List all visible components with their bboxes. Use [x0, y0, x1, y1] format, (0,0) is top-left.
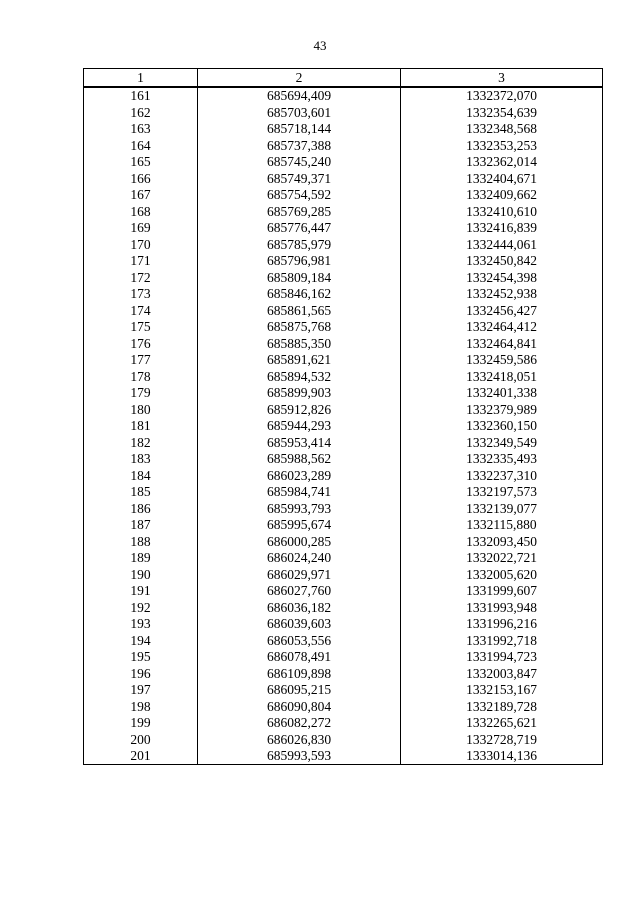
point-number-cell: 163: [84, 121, 198, 138]
table-row: [84, 269, 603, 286]
y-coordinate-cell: 1332450,842: [401, 253, 603, 270]
y-coordinate-cell: 1332265,621: [401, 715, 603, 732]
table-row: [84, 302, 603, 319]
x-coordinate-cell: 685891,621: [198, 352, 401, 369]
y-coordinate-cell: 1332464,841: [401, 335, 603, 352]
table-row: [84, 451, 603, 468]
y-coordinate-cell: 1332115,880: [401, 517, 603, 534]
table-row: [84, 137, 603, 154]
point-number-cell: 173: [84, 286, 198, 303]
y-coordinate-cell: 1332454,398: [401, 269, 603, 286]
table-row: [84, 286, 603, 303]
point-number-cell: 178: [84, 368, 198, 385]
x-coordinate-cell: 685988,562: [198, 451, 401, 468]
table-row: [84, 616, 603, 633]
x-coordinate-cell: 686024,240: [198, 550, 401, 567]
x-coordinate-cell: 685776,447: [198, 220, 401, 237]
point-number-cell: 177: [84, 352, 198, 369]
point-number-cell: 161: [84, 87, 198, 105]
y-coordinate-cell: 1332464,412: [401, 319, 603, 336]
table-row: [84, 500, 603, 517]
y-coordinate-cell: 1331992,718: [401, 632, 603, 649]
x-coordinate-cell: 686078,491: [198, 649, 401, 666]
point-number-cell: 196: [84, 665, 198, 682]
x-coordinate-cell: 685861,565: [198, 302, 401, 319]
point-number-cell: 166: [84, 170, 198, 187]
y-coordinate-cell: 1332459,586: [401, 352, 603, 369]
x-coordinate-cell: 685703,601: [198, 104, 401, 121]
point-number-cell: 182: [84, 434, 198, 451]
y-coordinate-cell: 1332372,070: [401, 87, 603, 105]
table-row: [84, 253, 603, 270]
table-row: [84, 599, 603, 616]
y-coordinate-cell: 1332418,051: [401, 368, 603, 385]
y-coordinate-cell: 1332379,989: [401, 401, 603, 418]
point-number-cell: 200: [84, 731, 198, 748]
table-row: [84, 632, 603, 649]
table-row: [84, 385, 603, 402]
point-number-cell: 165: [84, 154, 198, 171]
point-number-cell: 198: [84, 698, 198, 715]
table-row: [84, 401, 603, 418]
point-number-cell: 179: [84, 385, 198, 402]
table-row: [84, 352, 603, 369]
point-number-cell: 176: [84, 335, 198, 352]
table-row: [84, 104, 603, 121]
table-row: [84, 170, 603, 187]
point-number-cell: 193: [84, 616, 198, 633]
table-row: [84, 731, 603, 748]
x-coordinate-cell: 685809,184: [198, 269, 401, 286]
point-number-cell: 192: [84, 599, 198, 616]
point-number-cell: 181: [84, 418, 198, 435]
x-coordinate-cell: 685912,826: [198, 401, 401, 418]
y-coordinate-cell: 1332353,253: [401, 137, 603, 154]
x-coordinate-cell: 685769,285: [198, 203, 401, 220]
table-row: [84, 203, 603, 220]
y-coordinate-cell: 1332197,573: [401, 484, 603, 501]
y-coordinate-cell: 1331996,216: [401, 616, 603, 633]
table-row: [84, 748, 603, 765]
point-number-cell: 167: [84, 187, 198, 204]
y-coordinate-cell: 1332404,671: [401, 170, 603, 187]
table-header-row: [84, 69, 603, 87]
y-coordinate-cell: 1332349,549: [401, 434, 603, 451]
x-coordinate-cell: 685984,741: [198, 484, 401, 501]
y-coordinate-cell: 1333014,136: [401, 748, 603, 765]
table-row: [84, 187, 603, 204]
y-coordinate-cell: 1332452,938: [401, 286, 603, 303]
table-body: [84, 87, 603, 765]
x-coordinate-cell: 685796,981: [198, 253, 401, 270]
table-row: [84, 467, 603, 484]
table-row: [84, 583, 603, 600]
y-coordinate-cell: 1332093,450: [401, 533, 603, 550]
x-coordinate-cell: 685885,350: [198, 335, 401, 352]
y-coordinate-cell: 1332189,728: [401, 698, 603, 715]
y-coordinate-cell: 1332003,847: [401, 665, 603, 682]
point-number-cell: 189: [84, 550, 198, 567]
point-number-cell: 170: [84, 236, 198, 253]
x-coordinate-cell: 685993,593: [198, 748, 401, 765]
y-coordinate-cell: 1332362,014: [401, 154, 603, 171]
x-coordinate-cell: 686090,804: [198, 698, 401, 715]
point-number-cell: 162: [84, 104, 198, 121]
x-coordinate-cell: 685894,532: [198, 368, 401, 385]
point-number-cell: 201: [84, 748, 198, 765]
table-row: [84, 87, 603, 105]
point-number-cell: 199: [84, 715, 198, 732]
table-row: [84, 517, 603, 534]
x-coordinate-cell: 686053,556: [198, 632, 401, 649]
table-row: [84, 418, 603, 435]
point-number-cell: 190: [84, 566, 198, 583]
y-coordinate-cell: 1331993,948: [401, 599, 603, 616]
y-coordinate-cell: 1332444,061: [401, 236, 603, 253]
table-row: [84, 665, 603, 682]
x-coordinate-cell: 685754,592: [198, 187, 401, 204]
point-number-cell: 197: [84, 682, 198, 699]
y-coordinate-cell: 1332728,719: [401, 731, 603, 748]
y-coordinate-cell: 1331999,607: [401, 583, 603, 600]
x-coordinate-cell: 686109,898: [198, 665, 401, 682]
table-row: [84, 220, 603, 237]
table-row: [84, 236, 603, 253]
x-coordinate-cell: 686026,830: [198, 731, 401, 748]
table-row: [84, 550, 603, 567]
table-row: [84, 434, 603, 451]
y-coordinate-cell: 1332456,427: [401, 302, 603, 319]
x-coordinate-cell: 685749,371: [198, 170, 401, 187]
table-row: [84, 319, 603, 336]
y-coordinate-cell: 1332354,639: [401, 104, 603, 121]
x-coordinate-cell: 685846,162: [198, 286, 401, 303]
table-row: [84, 154, 603, 171]
column-header: 3: [401, 69, 603, 87]
x-coordinate-cell: 685694,409: [198, 87, 401, 105]
table-row: [84, 533, 603, 550]
point-number-cell: 164: [84, 137, 198, 154]
table-row: [84, 566, 603, 583]
point-number-cell: 180: [84, 401, 198, 418]
y-coordinate-cell: 1332409,662: [401, 187, 603, 204]
x-coordinate-cell: 686095,215: [198, 682, 401, 699]
x-coordinate-cell: 686036,182: [198, 599, 401, 616]
point-number-cell: 191: [84, 583, 198, 600]
point-number-cell: 195: [84, 649, 198, 666]
point-number-cell: 174: [84, 302, 198, 319]
table-row: [84, 121, 603, 138]
x-coordinate-cell: 686029,971: [198, 566, 401, 583]
x-coordinate-cell: 685745,240: [198, 154, 401, 171]
y-coordinate-cell: 1331994,723: [401, 649, 603, 666]
point-number-cell: 172: [84, 269, 198, 286]
y-coordinate-cell: 1332410,610: [401, 203, 603, 220]
point-number-cell: 185: [84, 484, 198, 501]
x-coordinate-cell: 685993,793: [198, 500, 401, 517]
x-coordinate-cell: 686027,760: [198, 583, 401, 600]
point-number-cell: 184: [84, 467, 198, 484]
x-coordinate-cell: 685995,674: [198, 517, 401, 534]
point-number-cell: 187: [84, 517, 198, 534]
x-coordinate-cell: 686082,272: [198, 715, 401, 732]
point-number-cell: 183: [84, 451, 198, 468]
x-coordinate-cell: 685899,903: [198, 385, 401, 402]
point-number-cell: 188: [84, 533, 198, 550]
y-coordinate-cell: 1332360,150: [401, 418, 603, 435]
y-coordinate-cell: 1332401,338: [401, 385, 603, 402]
point-number-cell: 186: [84, 500, 198, 517]
table-row: [84, 715, 603, 732]
coordinates-table: [83, 68, 603, 765]
y-coordinate-cell: 1332005,620: [401, 566, 603, 583]
x-coordinate-cell: 685737,388: [198, 137, 401, 154]
x-coordinate-cell: 686039,603: [198, 616, 401, 633]
y-coordinate-cell: 1332153,167: [401, 682, 603, 699]
y-coordinate-cell: 1332335,493: [401, 451, 603, 468]
point-number-cell: 171: [84, 253, 198, 270]
point-number-cell: 169: [84, 220, 198, 237]
column-header: 1: [84, 69, 198, 87]
table-row: [84, 682, 603, 699]
table-row: [84, 649, 603, 666]
y-coordinate-cell: 1332348,568: [401, 121, 603, 138]
page-number: 43: [313, 38, 327, 53]
x-coordinate-cell: 685875,768: [198, 319, 401, 336]
x-coordinate-cell: 685718,144: [198, 121, 401, 138]
x-coordinate-cell: 686023,289: [198, 467, 401, 484]
point-number-cell: 168: [84, 203, 198, 220]
table-row: [84, 698, 603, 715]
x-coordinate-cell: 686000,285: [198, 533, 401, 550]
y-coordinate-cell: 1332139,077: [401, 500, 603, 517]
point-number-cell: 194: [84, 632, 198, 649]
x-coordinate-cell: 685944,293: [198, 418, 401, 435]
y-coordinate-cell: 1332237,310: [401, 467, 603, 484]
x-coordinate-cell: 685785,979: [198, 236, 401, 253]
table-row: [84, 484, 603, 501]
y-coordinate-cell: 1332022,721: [401, 550, 603, 567]
column-header: 2: [198, 69, 401, 87]
table-row: [84, 335, 603, 352]
y-coordinate-cell: 1332416,839: [401, 220, 603, 237]
table-row: [84, 368, 603, 385]
point-number-cell: 175: [84, 319, 198, 336]
x-coordinate-cell: 685953,414: [198, 434, 401, 451]
